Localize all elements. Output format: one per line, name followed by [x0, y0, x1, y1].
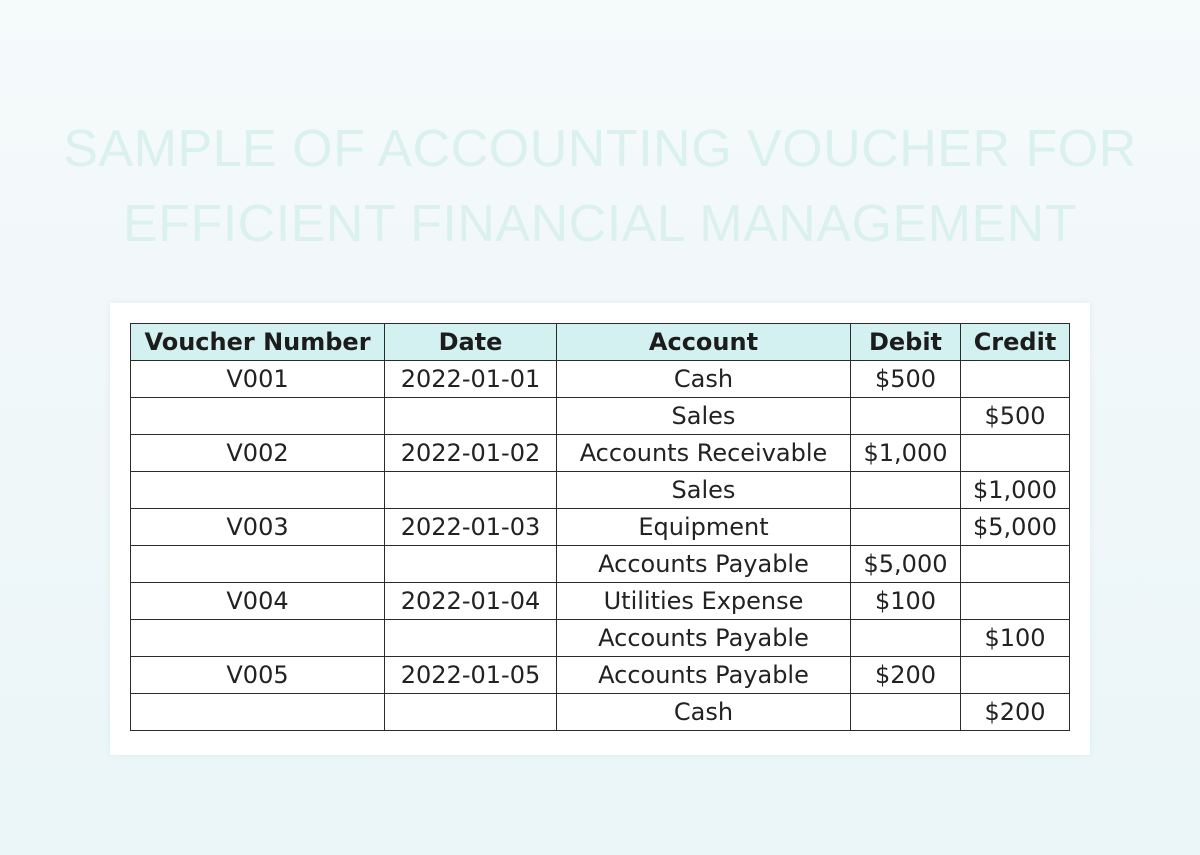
cell-voucher-number	[131, 620, 385, 657]
cell-account: Accounts Payable	[557, 546, 851, 583]
table-row	[131, 361, 1070, 398]
cell-credit: $5,000	[961, 509, 1070, 546]
table-row	[131, 620, 1070, 657]
cell-credit: $1,000	[961, 472, 1070, 509]
title-line-2: EFFICIENT FINANCIAL MANAGEMENT	[123, 195, 1077, 253]
cell-debit	[851, 472, 961, 509]
cell-debit: $200	[851, 657, 961, 694]
cell-debit	[851, 620, 961, 657]
cell-date	[385, 620, 557, 657]
header-voucher-number: Voucher Number	[131, 324, 385, 361]
cell-credit: $500	[961, 398, 1070, 435]
table-row	[131, 435, 1070, 472]
cell-voucher-number	[131, 694, 385, 731]
header-account: Account	[557, 324, 851, 361]
cell-date: 2022-01-01	[385, 361, 557, 398]
header-date: Date	[385, 324, 557, 361]
cell-date	[385, 694, 557, 731]
table-body	[131, 361, 1070, 731]
cell-account: Accounts Receivable	[557, 435, 851, 472]
cell-account: Equipment	[557, 509, 851, 546]
cell-debit: $1,000	[851, 435, 961, 472]
cell-date: 2022-01-04	[385, 583, 557, 620]
cell-debit	[851, 694, 961, 731]
cell-date: 2022-01-02	[385, 435, 557, 472]
voucher-table	[130, 323, 1070, 731]
cell-account: Cash	[557, 694, 851, 731]
header-credit: Credit	[961, 324, 1070, 361]
cell-account: Cash	[557, 361, 851, 398]
cell-debit	[851, 509, 961, 546]
cell-voucher-number: V005	[131, 657, 385, 694]
cell-date	[385, 546, 557, 583]
cell-account: Utilities Expense	[557, 583, 851, 620]
table-row	[131, 657, 1070, 694]
cell-voucher-number: V001	[131, 361, 385, 398]
title-line-1: SAMPLE OF ACCOUNTING VOUCHER FOR	[63, 120, 1137, 178]
table-row	[131, 472, 1070, 509]
cell-credit	[961, 583, 1070, 620]
cell-debit: $100	[851, 583, 961, 620]
header-row	[131, 324, 1070, 361]
cell-credit	[961, 435, 1070, 472]
cell-voucher-number	[131, 472, 385, 509]
cell-debit	[851, 398, 961, 435]
table-row	[131, 583, 1070, 620]
table-row	[131, 509, 1070, 546]
cell-account: Sales	[557, 398, 851, 435]
cell-account: Accounts Payable	[557, 620, 851, 657]
table-row	[131, 694, 1070, 731]
cell-voucher-number: V004	[131, 583, 385, 620]
cell-date: 2022-01-05	[385, 657, 557, 694]
cell-date: 2022-01-03	[385, 509, 557, 546]
cell-credit: $100	[961, 620, 1070, 657]
cell-voucher-number	[131, 398, 385, 435]
cell-voucher-number: V003	[131, 509, 385, 546]
cell-debit: $5,000	[851, 546, 961, 583]
table-row	[131, 398, 1070, 435]
cell-credit	[961, 361, 1070, 398]
cell-credit: $200	[961, 694, 1070, 731]
table-row	[131, 546, 1070, 583]
cell-voucher-number: V002	[131, 435, 385, 472]
cell-account: Sales	[557, 472, 851, 509]
cell-voucher-number	[131, 546, 385, 583]
page-title	[0, 112, 1200, 262]
header-debit: Debit	[851, 324, 961, 361]
cell-account: Accounts Payable	[557, 657, 851, 694]
cell-date	[385, 398, 557, 435]
cell-credit	[961, 657, 1070, 694]
cell-credit	[961, 546, 1070, 583]
cell-date	[385, 472, 557, 509]
cell-debit: $500	[851, 361, 961, 398]
